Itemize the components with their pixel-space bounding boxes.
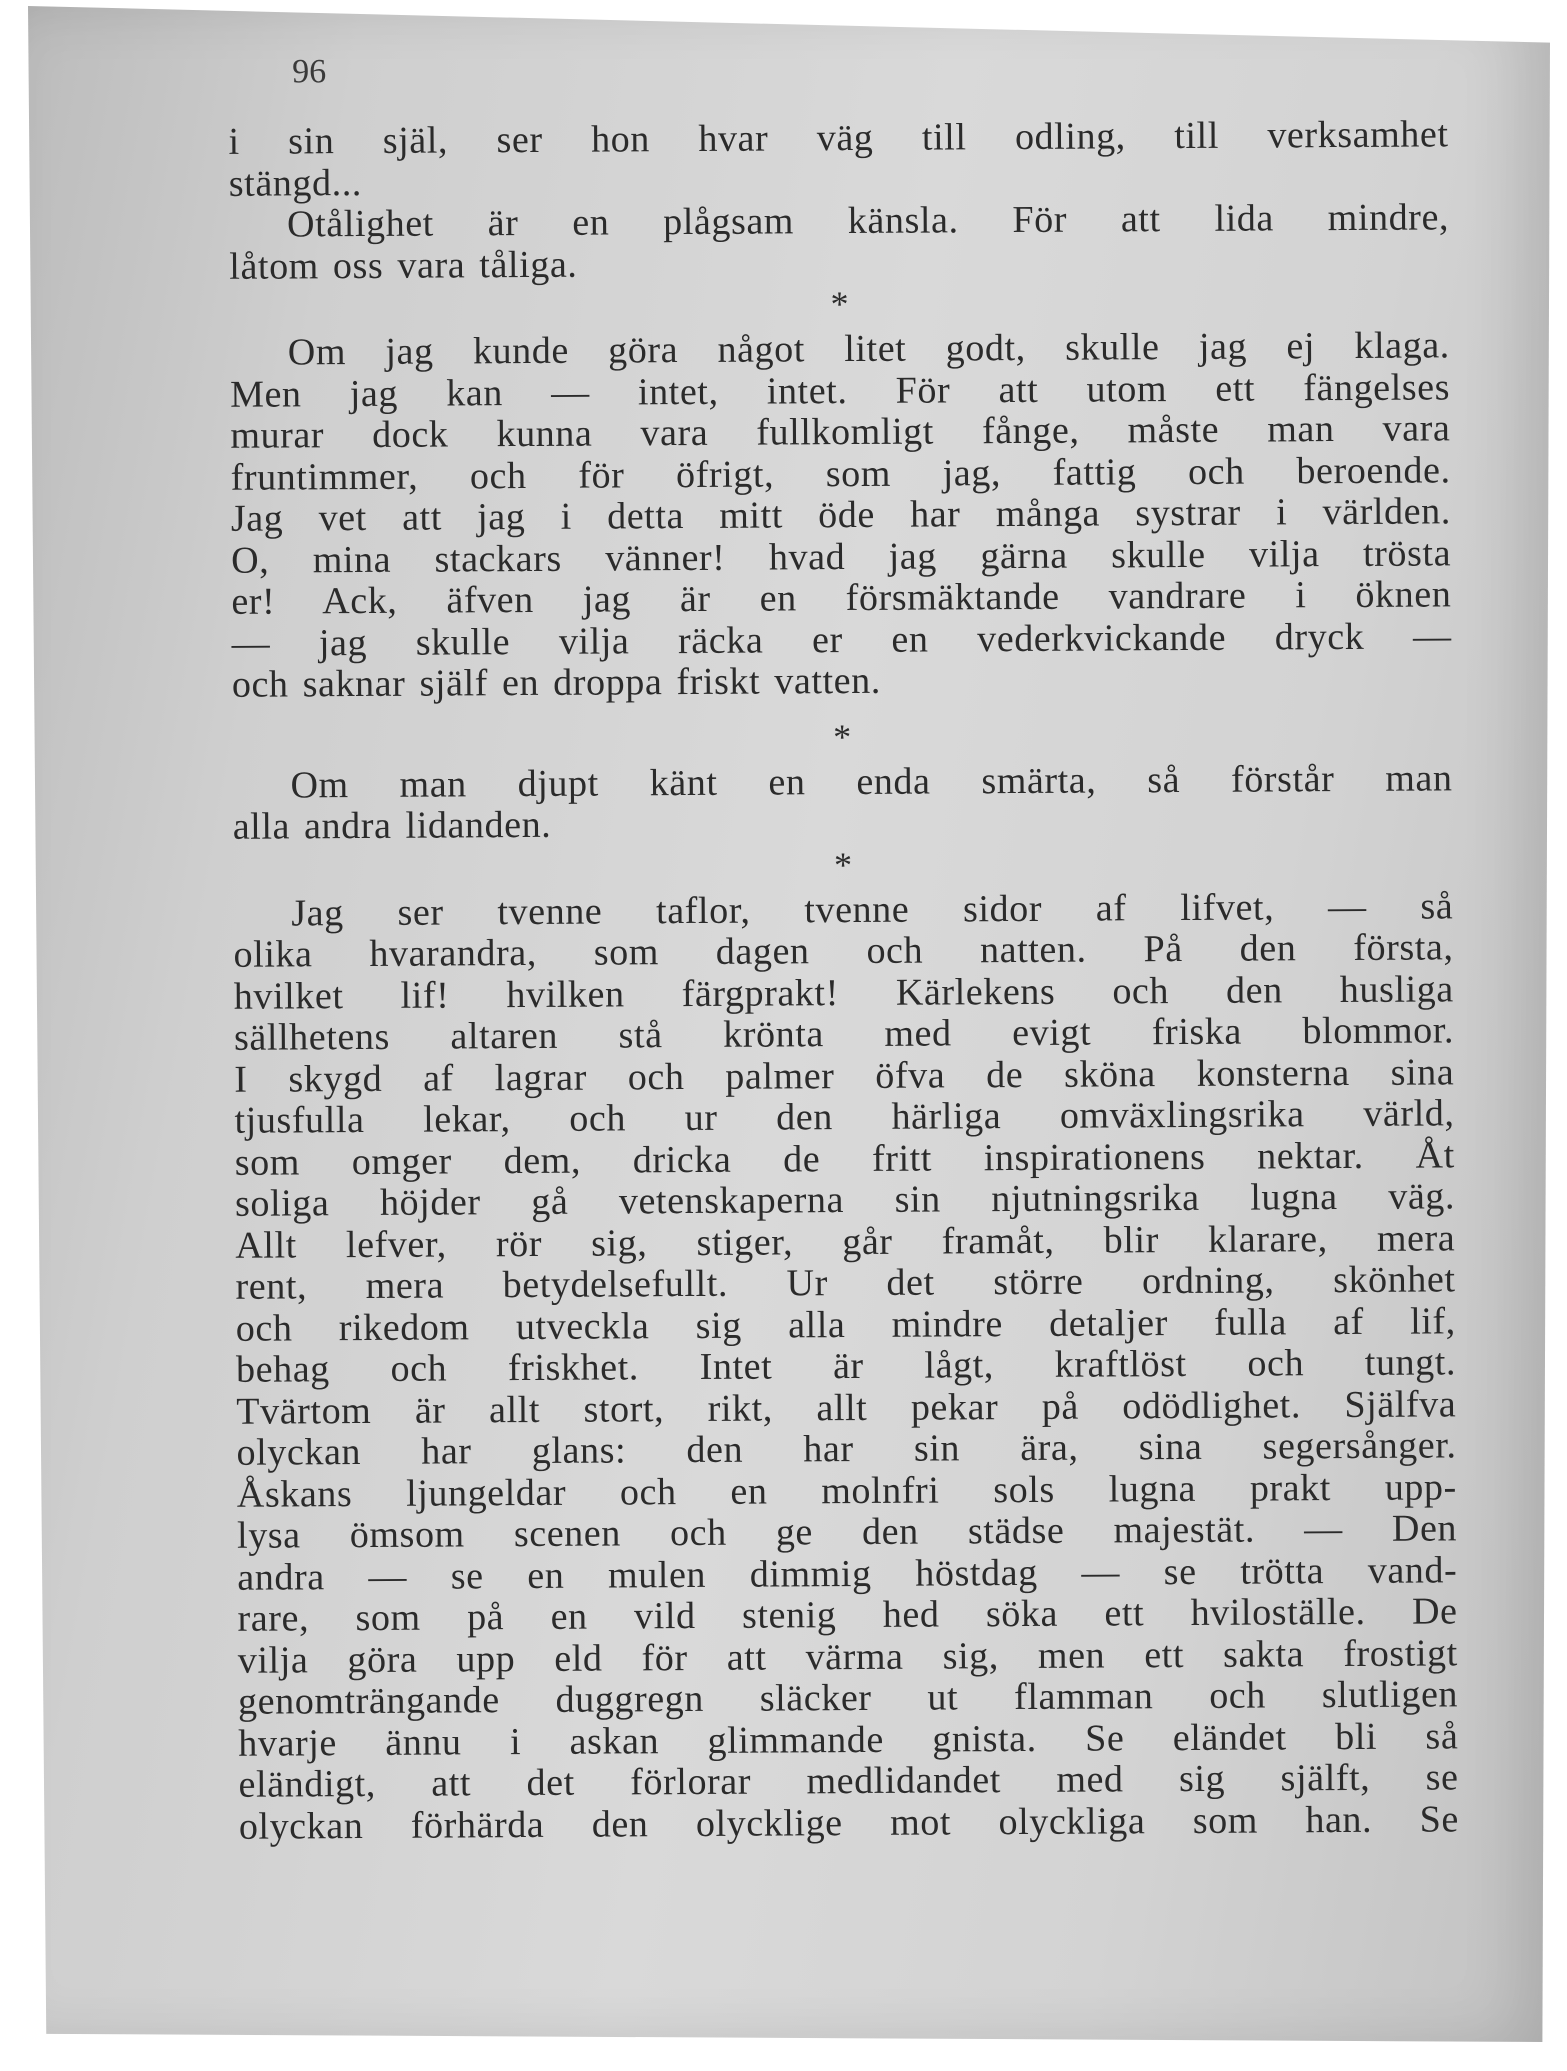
text-line: olyckan förhärda den olycklige mot olyckliga som han. Se <box>238 1797 1459 1848</box>
page-number: 96 <box>292 53 327 91</box>
text-line: behag och friskhet. Intet är lågt, kraftlöst och tungt. <box>235 1341 1457 1391</box>
text-line: och saknar själf en droppa friskt vatten. <box>231 659 882 706</box>
text-line: sällhetens altaren stå krönta med evigt friska blommor. <box>233 1009 1455 1059</box>
paragraph <box>199 197 1449 288</box>
text-line: olika hvarandra, som dagen och natten. På den första, <box>233 926 1454 976</box>
section-separator: * <box>833 716 852 757</box>
text-line: O, mina stackars vänner! hvad jag gärna skulle vilja trösta <box>231 531 1452 582</box>
text-line: stängd... <box>228 161 363 205</box>
text-line: er! Ack, äfven jag är en försmäktande vandrare i öknen <box>231 573 1452 623</box>
page-text <box>198 40 1459 1848</box>
paragraph <box>203 886 1459 1848</box>
section-separator: * <box>833 844 853 885</box>
text-line: Om jag kunde göra något litet godt, skulle jag ej klaga. <box>287 324 1450 374</box>
paragraph <box>202 758 1452 849</box>
text-line: Otålighet är en plågsam känsla. För att lida mindre, <box>286 196 1450 246</box>
text-line: rent, mera betydelsefullt. Ur det större ordning, skönhet <box>235 1258 1456 1308</box>
section-separator: * <box>830 284 849 325</box>
text-line: — jag skulle vilja räcka er en vederkvickande dryck — <box>231 614 1452 665</box>
text-line: Åskans ljungeldar och en molnfri sols lugna prakt upp- <box>236 1465 1457 1516</box>
text-line: hvilket lif! hvilken färgprakt! Kärlekens och den husliga <box>233 967 1454 1018</box>
text-line: Jag ser tvenne taflor, tvenne sidor af lifvet, — så <box>291 884 1454 934</box>
text-line: Om man djupt känt en enda smärta, så förstår man <box>290 756 1453 806</box>
text-line: murar dock kunna vara fullkomligt fånge, måste man vara <box>230 407 1451 457</box>
text-line: Allt lefver, rör sig, stiger, går framåt, blir klarare, mera <box>235 1216 1456 1267</box>
text-line: alla andra lidanden. <box>232 803 552 848</box>
text-line: Tvärtom är allt stort, rikt, allt pekar på odödlighet. Själfva <box>236 1382 1457 1433</box>
text-line: I skygd af lagrar och palmer öfva de sköna konsterna sina <box>234 1050 1455 1101</box>
text-line: eländigt, att det förlorar medlidandet med sig själft, se <box>238 1756 1459 1806</box>
text-line: Men jag kan — intet, intet. För att utom ett fängelses <box>229 365 1451 416</box>
text-line: andra — se en mulen dimmig höstdag — se trötta vand- <box>237 1548 1458 1599</box>
text-line: lysa ömsom scenen och ge den städse majestät. — Den <box>236 1507 1458 1557</box>
text-line: och rikedom utveckla sig alla mindre detaljer fulla af lif, <box>235 1299 1456 1350</box>
text-line: tjusfulla lekar, och ur den härliga omväxlingsrika värld, <box>234 1092 1455 1142</box>
text-line: soliga höjder gå vetenskaperna sin njutningsrika lugna väg. <box>234 1175 1456 1225</box>
text-line: vilja göra upp eld för att värma sig, men ett sakta frostigt <box>237 1631 1458 1682</box>
text-line: Jag vet att jag i detta mitt öde har många systrar i världen. <box>230 490 1451 540</box>
text-line: olyckan har glans: den har sin ära, sina segersånger. <box>236 1424 1457 1474</box>
text-line: som omger dem, dricka de fritt inspirationens nektar. Åt <box>234 1133 1455 1184</box>
paragraph <box>200 325 1452 706</box>
text-line: hvarje ännu i askan glimmande gnista. Se eländet bli så <box>238 1714 1459 1765</box>
text-line: rare, som på en vild stenig hed söka ett hviloställe. De <box>237 1590 1458 1640</box>
paragraph <box>198 114 1448 205</box>
text-line: i sin själ, ser hon hvar väg till odling, till verksamhet <box>228 113 1449 163</box>
text-line: låtom oss vara tåliga. <box>229 243 578 288</box>
text-line: fruntimmer, och för öfrigt, som jag, fattig och beroende. <box>230 448 1451 499</box>
text-line: genomträngande duggregn släcker ut flamman och slutligen <box>237 1673 1459 1723</box>
